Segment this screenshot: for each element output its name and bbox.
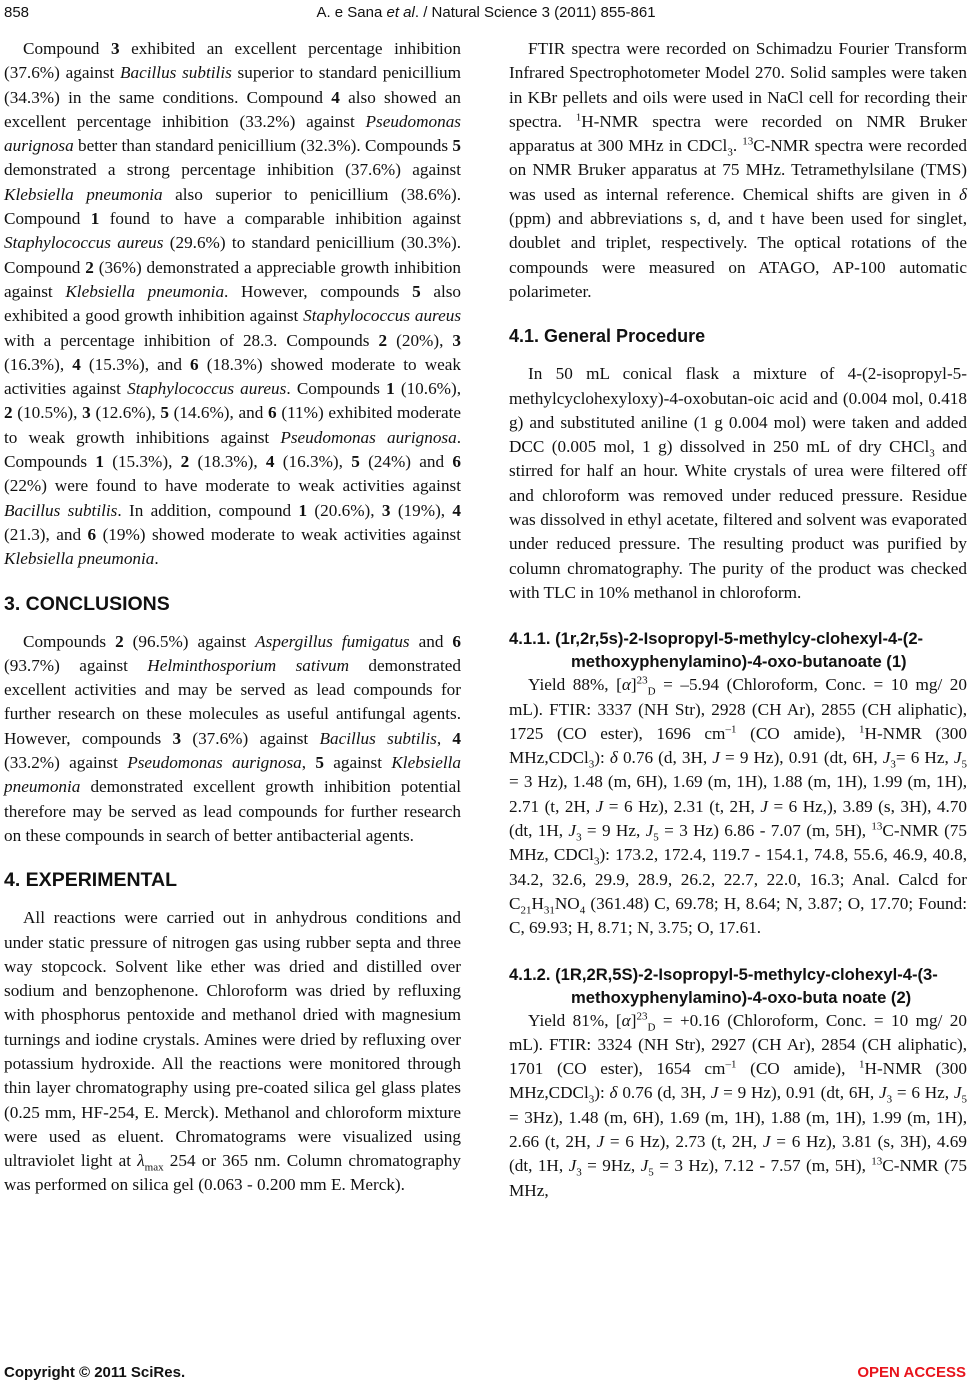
general-procedure-paragraph: In 50 mL conical flask a mixture of 4-(2-isopropyl-5-methylcyclohexyloxy)-4-oxobutan-oic acid and (0.004 mol, 0.418 g) and substituted aniline (1 g 0.004 mol) were taken and added DCC (0.005 mol, 1 g) dissolved in 250 mL of dry CHCl$_3$ and stirred for half an hour. White crystals of urea were filtered off and chloroform was removed under reduced pressure. Residue was dissolved in ethyl acetate, filtered and solvent was evaporated under reduced pressure. The resulting product was purified by column chromatography. The purity of the product was checked with TLC in 10% methanol in chloroform. [509, 364, 967, 602]
copyright-notice: Copyright © 2011 SciRes. [4, 1364, 186, 1381]
conclusions-heading: 3. CONCLUSIONS [4, 592, 170, 615]
left-column [4, 37, 461, 1198]
compound-2-heading: 4.1.2. (1R,2R,5S)-2-Isopropyl-5-methylcy-clohexyl-4-(3-methoxyphenylamino)-4-oxo-buta noate (2) [509, 964, 938, 1007]
page-number: 858 [4, 4, 30, 21]
journal-reference: A. e Sana et al. / Natural Science 3 (2011) 855-861 [316, 4, 656, 21]
compound-2-paragraph: Yield 81%, $[\alpha]^{23}_D = +0.16$ (Chloroform, Conc. = 10 mg/ 20 mL). FTIR: 3324 (NH Str), 2927 (CH Ar), 2854 (CH aliphatic), 1701 (CO ester), 1654 $cm^{-1}$ (CO amide), $^1$H-NMR (300 MHz,CDCl$_3$): δ 0.76 (d, 3H, J = 9 Hz), 0.91 (dt, 6H, $J_3 = 6$ Hz, $J_5 = 3Hz$), 1.48 (m, 6H), 1.69 (m, 1H), 1.88 (m, 1H), 1.99 (m, 1H), 2.66 (t, 2H, J = 6 Hz), 2.73 (t, 2H, J = 6 Hz), 3.81 (s, 3H), 4.69 (dt, 1H, $J_3 = 9Hz$, $J_5 = 3$ Hz), 7.12 - 7.57 (m, 5H), $^{13}$C-NMR (75 MHz, [509, 1009, 968, 1200]
compound-1-heading: 4.1.1. (1r,2r,5s)-2-Isopropyl-5-methylcy-clohexyl-4-(2-methoxyphenylamino)-4-oxo-butanoate (1) [509, 629, 924, 672]
experimental-heading: 4. EXPERIMENTAL [4, 869, 177, 892]
open-access-label: OPEN ACCESS [857, 1364, 966, 1381]
compound-1-paragraph: Yield 88%, $[\alpha]^{23}_D = -5.94$ (Chloroform, Conc. = 10 mg/ 20 mL). FTIR: 3337 (NH Str), 2928 (CH Ar), 2855 (CH aliphatic), 1725 (CO ester), 1696 $cm^{-1}$ (CO amide), $^1$H-NMR (300 MHz,CDCl$_3$): δ 0.76 (d, 3H, J = 9 Hz), 0.91 (dt, 6H, $J_3= 6$ Hz, $J_5 = 3$ Hz), 1.48 (m, 6H), 1.69 (m, 1H), 1.88 (m, 1H), 1.99 (m, 1H), 2.71 (t, 2H, J = 6 Hz), 2.31 (t, 2H, J = 6 Hz,), 3.89 (s, 3H), 4.70 (dt, 1H, $J_3 = 9$ Hz, $J_5 = 3$ Hz) 6.86 - 7.07 (m, 5H), $^{13}$C-NMR (75 MHz, CDCl$_3$): 173.2, 172.4, 119.7 - 154.1, 74.8, 55.6, 46.9, 40.8, 34.2, 32.6, 29.9, 28.9, 26.2, 22.7, 22.0, 16.3; Anal. Calcd for $C_{21}H_{31}NO_4$ (361.48) C, 69.78; H, 8.64; N, 3.87; O, 17.70; Found: C, 69.93; H, 8.71; N, 3.75; O, 17.61. [509, 674, 968, 938]
experimental-paragraph: All reactions were carried out in anhydrous conditions and under static pressure of nitrogen gas using rubber septa and three way stopcock. Solvent like ether was dried and distilled over sodium and benzophenone. Chloroform was dried by refluxing with phosphorus pentoxide and methanol dried with magnesium turnings and iodine crystals. Amines were dried by refluxing over potassium hydroxide. All the reactions were monitored through thin layer chromatography using pre-coated silica gel glass plates (0.25 mm, HF-254, E. Merck). Methanol and chloroform mixture were used as eluent. Chromatograms were visualized using ultraviolet light at $\lambda_{max}$ 254 or 365 nm. Column chromatography was performed on silica gel (0.063 - 0.200 mm E. Merck). [4, 908, 461, 1195]
page-footer [0, 1364, 972, 1386]
results-paragraph: Compound 3 exhibited an excellent percentage inhibition (37.6%) against Bacillus subtilis superior to standard penicillium (34.3%) in the same conditions. Compound 4 also showed an excellent percentage inhibition (33.2%) against Pseudomonas aurignosa better than standard penicillium (32.3%). Compounds 5 demonstrated a strong percentage inhibition (37.6%) against Klebsiella pneumonia also superior to penicillium (38.6%). Compound 1 found to have a comparable inhibition against Staphylococcus aureus (29.6%) to standard penicillium (30.3%). Compound 2 (36%) demonstrated a appreciable growth inhibition against Klebsiella pneumonia. However, compounds 5 also exhibited a good growth inhibition against Staphylococcus aureus with a percentage inhibition of 28.3. Compounds 2 (20%), 3 (16.3%), 4 (15.3%), and 6 (18.3%) showed moderate to weak activities against Staphylococcus aureus. Compounds 1 (10.6%), 2 (10.5%), 3 (12.6%), 5 (14.6%), and 6 (11%) exhibited moderate to weak growth inhibitions against Pseudomonas aurignosa. Compounds 1 (15.3%), 2 (18.3%), 4 (16.3%), 5 (24%) and 6 (22%) were found to have moderate to weak activities against Bacillus subtilis. In addition, compound 1 (20.6%), 3 (19%), 4 (21.3), and 6 (19%) showed moderate to weak activities against Klebsiella pneumonia. [4, 39, 462, 569]
general-procedure-heading: 4.1. General Procedure [509, 326, 706, 347]
running-header [0, 2, 972, 26]
instruments-paragraph: FTIR spectra were recorded on Schimadzu Fourier Transform Infrared Spectrophotometer Model 270. Solid samples were taken in KBr pellets and oils were used in NaCl cell for recording their spectra. $^1$H-NMR spectra were recorded on NMR Bruker apparatus at 300 MHz in CDCl$_3$. $^{13}$C-NMR spectra were recorded on NMR Bruker apparatus at 75 MHz. Tetramethylsilane (TMS) was used as internal reference. Chemical shifts are given in δ (ppm) and abbreviations s, d, and t have been used for singlet, doublet and triplet, respectively. The optical rotations of the compounds were measured on ATAGO, AP-100 automatic polarimeter. [509, 39, 968, 301]
right-column [509, 37, 967, 1203]
conclusions-paragraph: Compounds 2 (96.5%) against Aspergillus fumigatus and 6 (93.7%) against Helminthosporium sativum demonstrated excellent activities and may be served as lead compounds for further research on these molecules as useful antifungal agents. However, compounds 3 (37.6%) against Bacillus subtilis, 4 (33.2%) against Pseudomonas aurignosa, 5 against Klebsiella pneumonia demonstrated excellent growth inhibition potential therefore may be served as lead compounds for further research on these compounds in search of better antibacterial agents. [4, 631, 462, 845]
